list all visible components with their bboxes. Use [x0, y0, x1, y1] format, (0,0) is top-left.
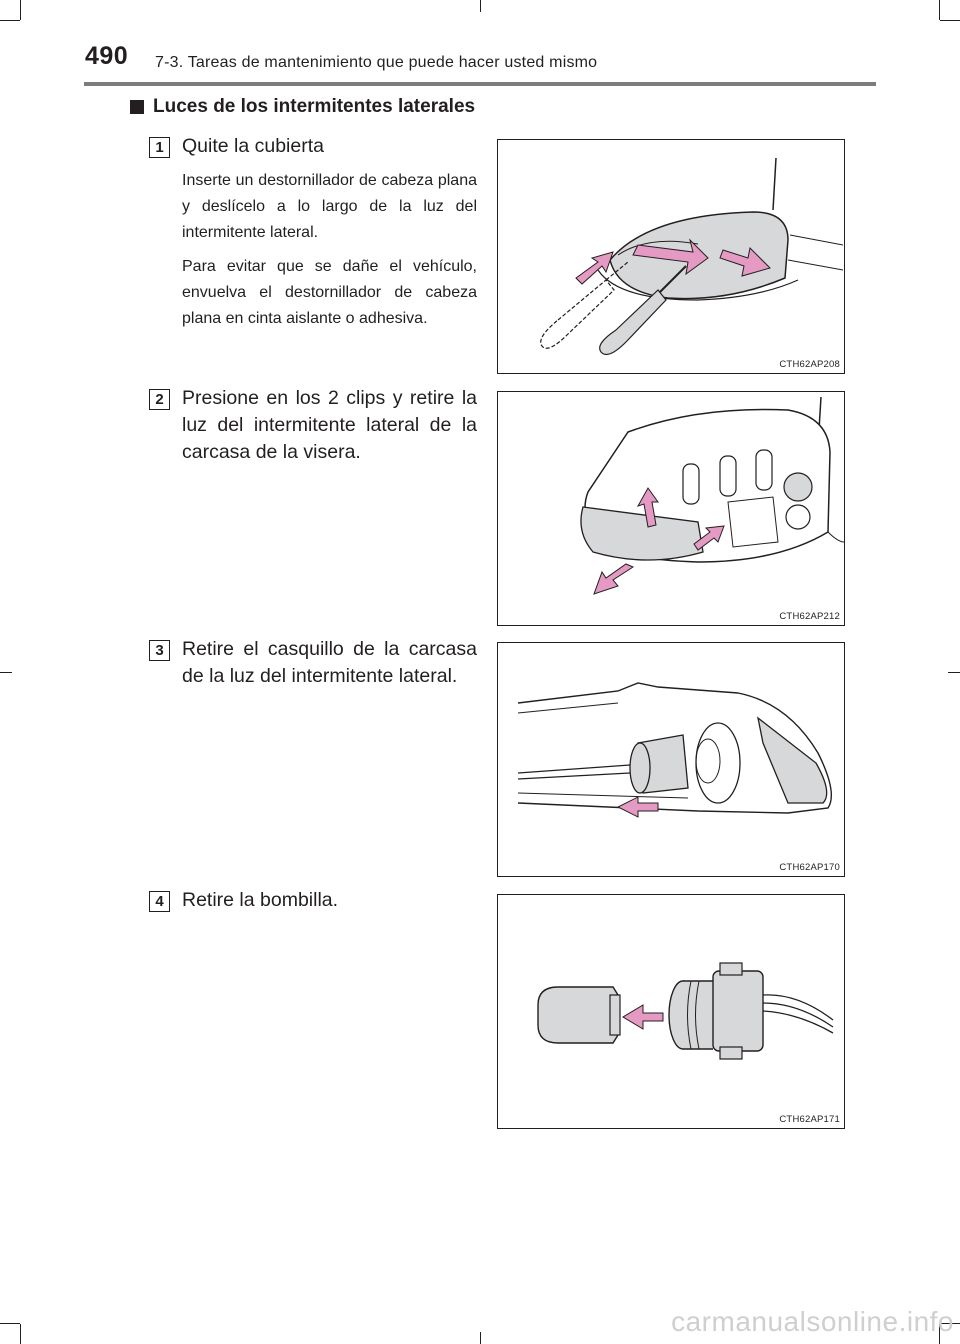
crop-mark — [0, 20, 20, 21]
crop-mark — [940, 20, 960, 21]
chapter-title: 7-3. Tareas de mantenimiento que puede hacer usted mismo — [155, 54, 598, 71]
figure-code: CTH62AP208 — [779, 359, 840, 370]
step-instruction: Retire el casquillo de la carcasa de la luz del intermitente lateral. — [182, 638, 477, 687]
step-number: 4 — [149, 891, 170, 912]
crop-mark — [948, 672, 960, 673]
figure-step-4 — [497, 894, 845, 1129]
section-heading-text: Luces de los intermitentes laterales — [153, 96, 476, 117]
crop-mark — [939, 0, 940, 20]
crop-mark — [480, 0, 481, 12]
mirror-cover-illustration — [498, 140, 845, 374]
step-note: Para evitar que se dañe el vehículo, envuelva el destornillador de cabeza plana en cinta aislante o adhesiva. — [182, 258, 477, 327]
header-rule — [84, 82, 876, 86]
step-instruction: Retire la bombilla. — [182, 889, 339, 911]
figure-step-2 — [497, 391, 845, 626]
step-instruction: Presione en los 2 clips y retire la luz del intermitente lateral de la carcasa de la visera. — [182, 387, 477, 463]
step-number: 2 — [149, 389, 170, 410]
crop-mark — [20, 0, 21, 20]
figure-step-3 — [497, 642, 845, 877]
watermark: carmanualsonline.info — [671, 1306, 954, 1337]
turn-signal-housing-illustration — [498, 392, 845, 626]
square-bullet-icon — [130, 100, 144, 114]
step-number: 1 — [149, 137, 170, 158]
step-number: 3 — [149, 640, 170, 661]
socket-removal-illustration — [498, 643, 845, 877]
page-number: 490 — [85, 42, 129, 70]
figure-code: CTH62AP171 — [779, 1114, 840, 1125]
figure-code: CTH62AP170 — [779, 862, 840, 873]
crop-mark — [20, 1324, 21, 1344]
figure-code: CTH62AP212 — [779, 611, 840, 622]
figure-step-1 — [497, 139, 845, 374]
step-note: Inserte un destornillador de cabeza plana y deslícelo a lo largo de la luz del intermitente lateral. — [182, 172, 477, 241]
crop-mark — [0, 1323, 20, 1324]
crop-mark — [480, 1332, 481, 1344]
crop-mark — [0, 672, 12, 673]
step-instruction: Quite la cubierta — [182, 135, 324, 157]
section-heading — [130, 96, 475, 118]
bulb-removal-illustration — [498, 895, 845, 1129]
